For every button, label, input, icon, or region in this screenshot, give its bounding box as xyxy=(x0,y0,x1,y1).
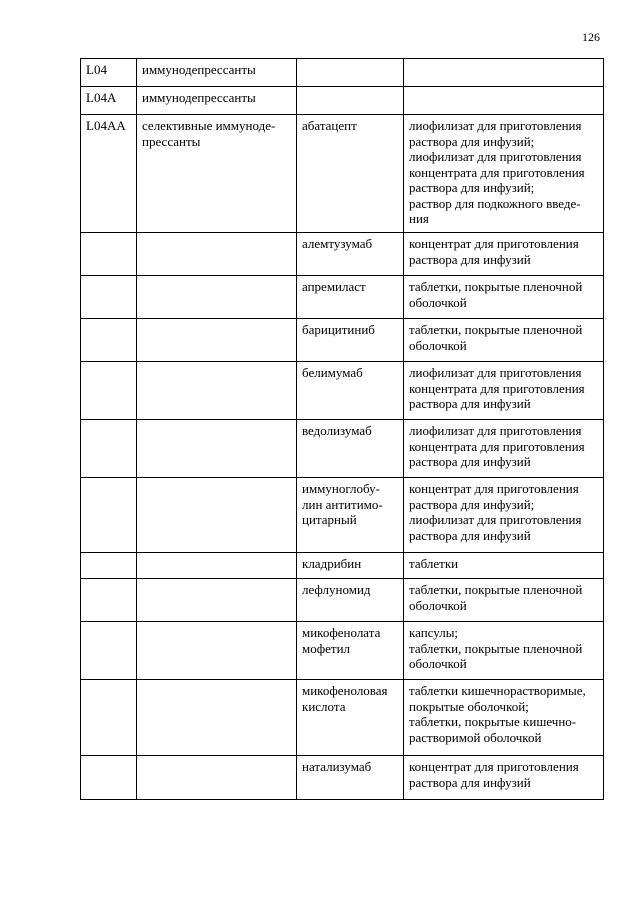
form-cell: таблетки xyxy=(404,553,604,579)
table-row xyxy=(81,553,604,579)
drug-cell: алемтузумаб xyxy=(297,233,404,276)
group-cell xyxy=(137,233,297,276)
atc-code-cell: L04 xyxy=(81,59,137,87)
table-row xyxy=(81,115,604,233)
group-cell xyxy=(137,478,297,553)
drug-cell: кладрибин xyxy=(297,553,404,579)
atc-code-cell xyxy=(81,478,137,553)
atc-code-cell xyxy=(81,319,137,362)
form-cell: концентрат для приготовления раствора для инфузий xyxy=(404,233,604,276)
atc-code-cell xyxy=(81,420,137,478)
atc-code-cell xyxy=(81,756,137,800)
drug-cell: белимумаб xyxy=(297,362,404,420)
drug-cell: ведолизумаб xyxy=(297,420,404,478)
group-cell xyxy=(137,319,297,362)
form-cell xyxy=(404,87,604,115)
form-cell: таблетки, покрытые пленочной оболочкой xyxy=(404,579,604,622)
atc-code-cell xyxy=(81,622,137,680)
table-row xyxy=(81,680,604,756)
group-cell xyxy=(137,276,297,319)
drug-cell: лефлуномид xyxy=(297,579,404,622)
group-cell xyxy=(137,622,297,680)
group-cell xyxy=(137,756,297,800)
drug-cell xyxy=(297,87,404,115)
drug-cell: микофеноловая кислота xyxy=(297,680,404,756)
group-cell xyxy=(137,680,297,756)
group-cell xyxy=(137,553,297,579)
form-cell: концентрат для приготовления раствора для инфузий xyxy=(404,756,604,800)
drug-cell: апремиласт xyxy=(297,276,404,319)
group-cell xyxy=(137,362,297,420)
form-cell: таблетки, покрытые пленочной оболочкой xyxy=(404,276,604,319)
table-row xyxy=(81,276,604,319)
atc-code-cell: L04AA xyxy=(81,115,137,233)
atc-code-cell xyxy=(81,579,137,622)
drug-cell: иммуноглобу- лин антитимо- цитарный xyxy=(297,478,404,553)
form-cell: лиофилизат для приготовления концентрата для приготовления раствора для инфузий xyxy=(404,362,604,420)
form-cell: лиофилизат для приготовления раствора для инфузий; лиофилизат для приготовления концентрата для приготовления раствора для инфузий; раствор для подкожного введе- ния xyxy=(404,115,604,233)
drug-cell: абатацепт xyxy=(297,115,404,233)
group-cell: иммунодепрессанты xyxy=(137,59,297,87)
table-row xyxy=(81,622,604,680)
table-row xyxy=(81,319,604,362)
table-row xyxy=(81,420,604,478)
form-cell: лиофилизат для приготовления концентрата для приготовления раствора для инфузий xyxy=(404,420,604,478)
atc-code-cell xyxy=(81,553,137,579)
group-cell: селективные иммуноде- прессанты xyxy=(137,115,297,233)
page-number: 126 xyxy=(582,30,600,44)
table-row xyxy=(81,478,604,553)
table-row xyxy=(81,756,604,800)
form-cell: таблетки, покрытые пленочной оболочкой xyxy=(404,319,604,362)
group-cell xyxy=(137,579,297,622)
atc-code-cell: L04A xyxy=(81,87,137,115)
drug-cell: барицитиниб xyxy=(297,319,404,362)
atc-code-cell xyxy=(81,276,137,319)
atc-code-cell xyxy=(81,233,137,276)
drug-cell: микофенолата мофетил xyxy=(297,622,404,680)
table-row xyxy=(81,579,604,622)
drug-cell xyxy=(297,59,404,87)
form-cell: таблетки кишечнорастворимые, покрытые оболочкой; таблетки, покрытые кишечно- растворимой оболочкой xyxy=(404,680,604,756)
form-cell xyxy=(404,59,604,87)
drug-table xyxy=(80,58,604,800)
table-row xyxy=(81,233,604,276)
group-cell xyxy=(137,420,297,478)
table-row xyxy=(81,87,604,115)
drug-cell: натализумаб xyxy=(297,756,404,800)
form-cell: концентрат для приготовления раствора для инфузий; лиофилизат для приготовления раствора для инфузий xyxy=(404,478,604,553)
table-row xyxy=(81,59,604,87)
table-row xyxy=(81,362,604,420)
atc-code-cell xyxy=(81,680,137,756)
form-cell: капсулы; таблетки, покрытые пленочной оболочкой xyxy=(404,622,604,680)
atc-code-cell xyxy=(81,362,137,420)
group-cell: иммунодепрессанты xyxy=(137,87,297,115)
